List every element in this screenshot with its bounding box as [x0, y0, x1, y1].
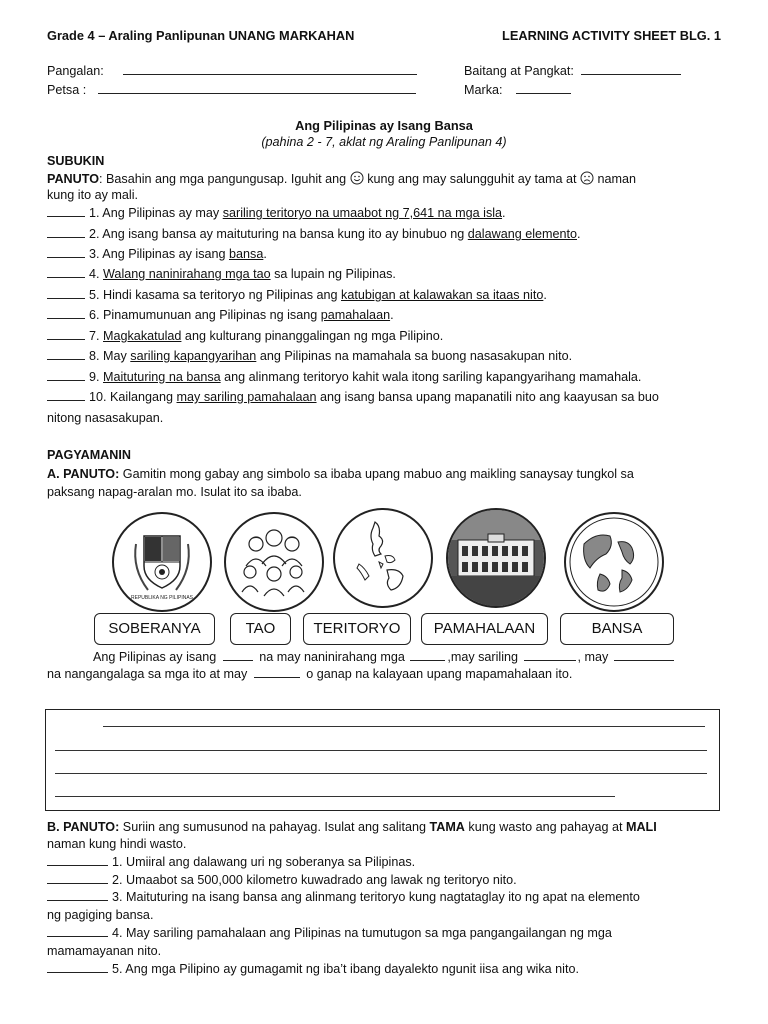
essay-text: ,may sariling: [447, 650, 519, 664]
item-text: .: [390, 308, 394, 322]
answer-blank[interactable]: [47, 926, 108, 937]
subukin-item-8: [47, 349, 572, 363]
writing-line: [55, 773, 707, 774]
item-text: 1. Umiiral ang dalawang uri ng soberanya sa Pilipinas.: [112, 855, 416, 869]
partb-text: kung wasto ang pahayag at: [464, 820, 626, 834]
answer-blank[interactable]: [47, 308, 85, 319]
pagyamanin-panuto-text: Gamitin mong gabay ang simbolo sa ibaba upang mabuo ang maikling sanaysay tungkol sa: [119, 467, 634, 481]
tama-word: TAMA: [429, 820, 465, 834]
baitang-label: Baitang at Pangkat:: [464, 64, 574, 78]
map-image: [333, 508, 433, 608]
pagyamanin-panuto-label: A. PANUTO:: [47, 467, 120, 481]
answer-blank[interactable]: [47, 390, 85, 401]
item-underlined: sariling kapangyarihan: [130, 349, 257, 363]
pagyamanin-heading: PAGYAMANIN: [47, 448, 131, 462]
item-text: 4. May sariling pamahalaan ang Pilipinas na tumutugon sa mga pangangailangan ng mga: [112, 926, 612, 940]
answer-blank[interactable]: [47, 288, 85, 299]
answer-blank[interactable]: [47, 890, 108, 901]
subukin-item-1: [47, 206, 506, 220]
subukin-item-7: [47, 329, 443, 343]
writing-line: [55, 750, 707, 751]
item-text: ang isang bansa upang mapanatili nito ang kaayusan sa buo: [316, 390, 659, 404]
answer-blank[interactable]: [47, 873, 108, 884]
partb-label: B. PANUTO:: [47, 820, 120, 834]
item-underlined: Magkakatulad: [103, 329, 182, 343]
smiley-icon: [350, 171, 364, 185]
answer-blank[interactable]: [47, 855, 108, 866]
partb-item-3-cont: ng pagiging bansa.: [47, 908, 154, 922]
partb-item-4-cont: mamamayanan nito.: [47, 944, 162, 958]
panuto-text-a: : Basahin ang mga pangungusap. Iguhit ang: [99, 172, 347, 186]
answer-blank[interactable]: [47, 329, 85, 340]
item-underlined: dalawang elemento: [467, 227, 578, 241]
baitang-field: [464, 63, 681, 78]
partb-panuto-cont: naman kung hindi wasto.: [47, 837, 187, 851]
item-text: 1. Ang Pilipinas ay may: [89, 206, 223, 220]
petsa-input[interactable]: [98, 82, 416, 94]
panuto-text-b: kung ang may salungguhit ay tama at: [367, 172, 577, 186]
label-bansa: BANSA: [560, 613, 674, 645]
item-text: 2. Umaabot sa 500,000 kilometro kuwadrado ang lawak ng teritoryo nito.: [112, 873, 517, 887]
answer-blank[interactable]: [47, 206, 85, 217]
answer-blank[interactable]: [47, 370, 85, 381]
item-text: ang Pilipinas na mamahala sa buong nasasakupan nito.: [256, 349, 573, 363]
item-underlined: pamahalaan: [320, 308, 391, 322]
item-text: sa lupain ng Pilipinas.: [270, 267, 396, 281]
item-text: 9.: [89, 370, 104, 384]
panuto-label: PANUTO: [47, 172, 100, 186]
item-underlined: bansa: [229, 247, 264, 261]
marka-input[interactable]: [516, 82, 571, 94]
writing-box[interactable]: [45, 709, 720, 811]
partb-panuto: [47, 820, 657, 834]
writing-line: [55, 796, 615, 797]
item-text: ang alinmang teritoryo kahit wala itong sariling kapangyarihang mamahala.: [220, 370, 642, 384]
essay-blank-1[interactable]: [223, 650, 253, 661]
partb-item-4: [47, 926, 612, 940]
marka-label: Marka:: [464, 83, 503, 97]
seal-image: [112, 512, 212, 612]
label-tao: TAO: [230, 613, 291, 645]
subukin-item-2: [47, 227, 581, 241]
item-text: 8. May: [89, 349, 131, 363]
page-title: Ang Pilipinas ay Isang Bansa: [295, 118, 473, 133]
item-text: 2. Ang isang bansa ay maituturing na bansa kung ito ay binubuo ng: [89, 227, 468, 241]
pangalan-label: Pangalan:: [47, 64, 104, 78]
pagyamanin-panuto-cont: paksang napag-aralan mo. Isulat ito sa ibaba.: [47, 485, 302, 499]
item-underlined: Walang naninirahang mga tao: [103, 267, 271, 281]
essay-line-2: [47, 667, 572, 681]
page-subtitle: (pahina 2 - 7, aklat ng Araling Panlipunan 4): [261, 135, 507, 149]
label-soberanya: SOBERANYA: [94, 613, 215, 645]
item-text: .: [502, 206, 506, 220]
petsa-field: [47, 82, 416, 97]
palace-image: [446, 508, 546, 608]
answer-blank[interactable]: [47, 247, 85, 258]
answer-blank[interactable]: [47, 227, 85, 238]
answer-blank[interactable]: [47, 962, 108, 973]
frown-icon: [580, 171, 594, 185]
marka-field: [464, 82, 571, 97]
people-image: [224, 512, 324, 612]
essay-blank-2[interactable]: [410, 650, 445, 661]
panuto-text-c: naman: [597, 172, 637, 186]
essay-text: na may naninirahang mga: [259, 650, 405, 664]
partb-item-2: [47, 873, 517, 887]
label-pamahalaan: PAMAHALAAN: [421, 613, 548, 645]
essay-text: Ang Pilipinas ay isang: [93, 650, 217, 664]
item-text: 3. Maituturing na isang bansa ang alinmang teritoryo kung nagtataglay ito ng apat na elemento: [112, 890, 640, 904]
essay-line-1: [93, 650, 676, 664]
writing-line: [103, 726, 705, 727]
item-underlined: may sariling pamahalaan: [176, 390, 317, 404]
essay-text: , may: [577, 650, 609, 664]
partb-item-5: [47, 962, 579, 976]
item-underlined: katubigan at kalawakan sa itaas nito: [341, 288, 544, 302]
essay-blank-3[interactable]: [524, 650, 576, 661]
item-text: 6. Pinamumunuan ang Pilipinas ng isang: [89, 308, 321, 322]
item-text: .: [543, 288, 547, 302]
subukin-item-6: [47, 308, 394, 322]
petsa-label: Petsa :: [47, 83, 87, 97]
item-text: 10. Kailangang: [89, 390, 177, 404]
partb-text: Suriin ang sumusunod na pahayag. Isulat ang salitang: [119, 820, 430, 834]
globe-image: [564, 512, 664, 612]
subukin-heading: SUBUKIN: [47, 154, 105, 168]
subukin-panuto: [47, 171, 636, 186]
pangalan-input[interactable]: [123, 63, 417, 75]
subukin-item-3: [47, 247, 267, 261]
partb-item-3: [47, 890, 640, 904]
subukin-item-5: [47, 288, 547, 302]
panuto-text-d: kung ito ay mali.: [47, 188, 138, 202]
seal-text: REPUBLIKA NG PILIPINAS: [131, 595, 193, 601]
subukin-item-10: [47, 390, 659, 404]
essay-blank-5[interactable]: [254, 667, 300, 678]
item-text: 4.: [89, 267, 104, 281]
header-right: LEARNING ACTIVITY SHEET BLG. 1: [502, 28, 721, 43]
subukin-item-4: [47, 267, 396, 281]
answer-blank[interactable]: [47, 267, 85, 278]
item-underlined: sariling teritoryo na umaabot ng 7,641 na mga isla: [222, 206, 503, 220]
subukin-item-10-cont: nitong nasasakupan.: [47, 411, 164, 425]
essay-text: o ganap na kalayaan upang mapamahalaan ito.: [306, 667, 573, 681]
item-underlined: Maituturing na bansa: [103, 370, 221, 384]
item-text: .: [263, 247, 267, 261]
essay-blank-4[interactable]: [614, 650, 674, 661]
label-teritoryo: TERITORYO: [303, 613, 411, 645]
mali-word: MALI: [625, 820, 657, 834]
pagyamanin-panuto: [47, 467, 634, 481]
item-text: 7.: [89, 329, 104, 343]
item-text: 3. Ang Pilipinas ay isang: [89, 247, 230, 261]
header-left: Grade 4 – Araling Panlipunan UNANG MARKAHAN: [47, 28, 355, 43]
item-text: ang kulturang pinanggalingan ng mga Pilipino.: [181, 329, 444, 343]
item-text: .: [577, 227, 581, 241]
subukin-item-9: [47, 370, 641, 384]
essay-text: na nangangalaga sa mga ito at may: [47, 667, 248, 681]
baitang-input[interactable]: [581, 63, 681, 75]
partb-item-1: [47, 855, 415, 869]
item-text: 5. Ang mga Pilipino ay gumagamit ng iba’t ibang dayalekto ngunit iisa ang wika nito.: [112, 962, 579, 976]
item-text: 5. Hindi kasama sa teritoryo ng Pilipinas ang: [89, 288, 342, 302]
pangalan-field: [47, 63, 417, 78]
answer-blank[interactable]: [47, 349, 85, 360]
